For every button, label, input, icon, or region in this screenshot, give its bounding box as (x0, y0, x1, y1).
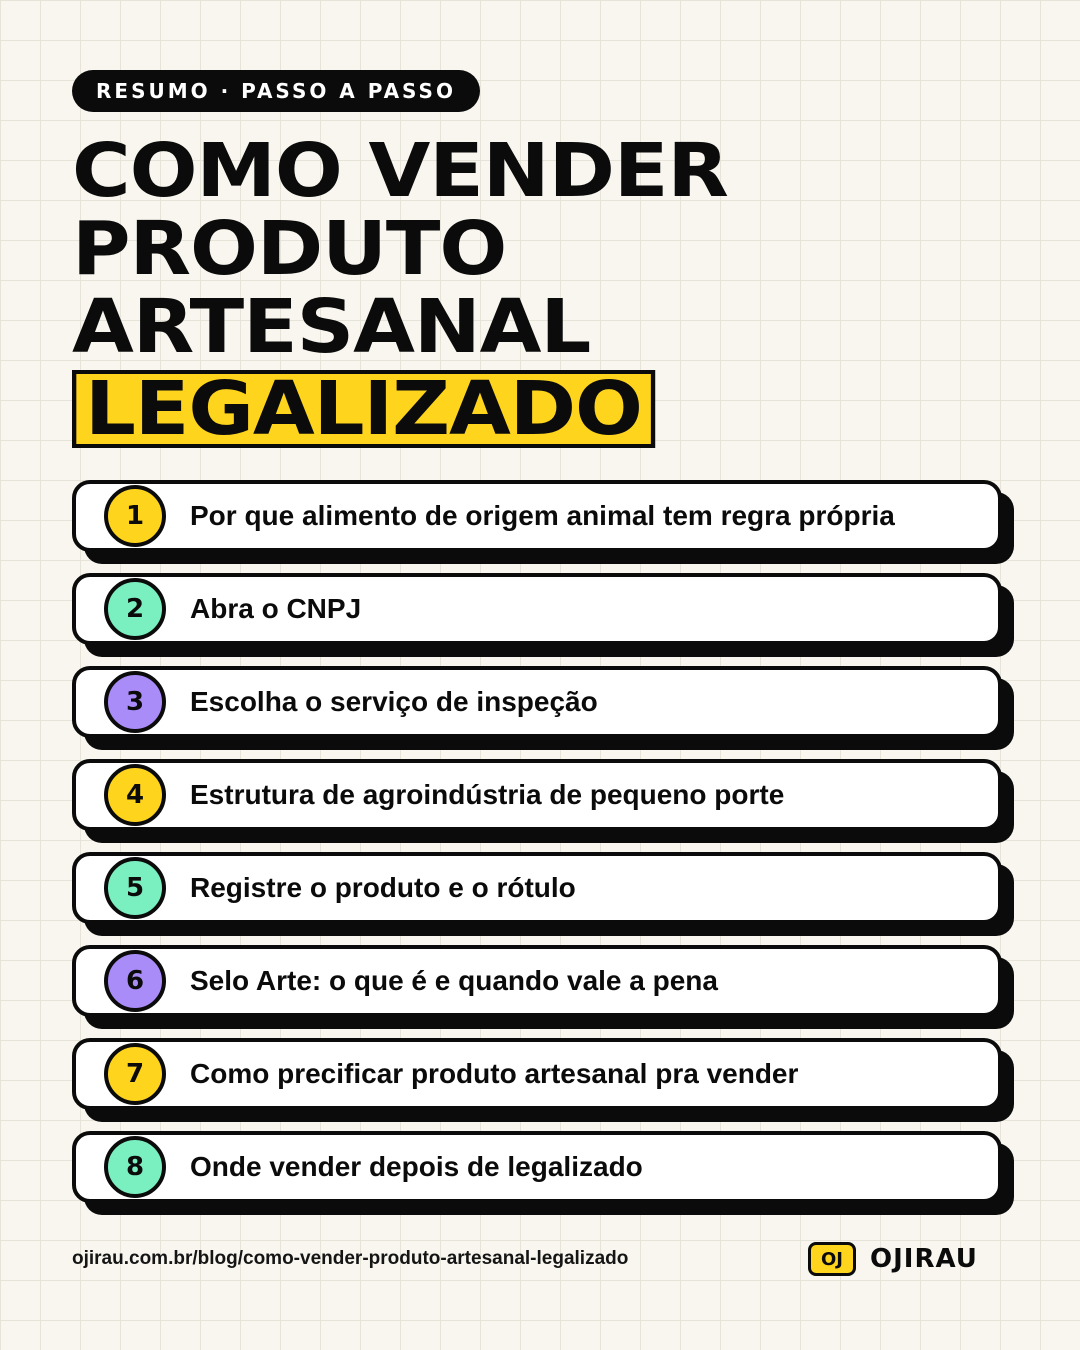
title-highlight: LEGALIZADO (72, 370, 655, 448)
step-card (72, 852, 1002, 924)
step-number-badge: 3 (104, 671, 166, 733)
title-line-3: ARTESANAL (72, 284, 591, 370)
step-card (72, 759, 1002, 831)
article-url: ojirau.com.br/blog/como-vender-produto-artesanal-legalizado (72, 1248, 629, 1269)
step-label: Escolha o serviço de inspeção (190, 686, 598, 717)
title-line-1: COMO VENDER (72, 128, 728, 214)
step-label: Estrutura de agroindústria de pequeno porte (190, 779, 785, 810)
step-label: Registre o produto e o rótulo (190, 872, 576, 903)
category-tag-label: RESUMO · PASSO A PASSO (96, 79, 456, 103)
step-label: Abra o CNPJ (190, 593, 362, 624)
step-label: Onde vender depois de legalizado (190, 1151, 643, 1182)
step-card (72, 480, 1002, 552)
category-tag (72, 70, 480, 112)
step-label: Por que alimento de origem animal tem regra própria (190, 500, 895, 531)
step-number-badge: 2 (104, 578, 166, 640)
brand-logo (808, 1242, 978, 1276)
title-line-2: PRODUTO (72, 206, 507, 292)
page-title (72, 128, 728, 452)
step-number-badge: 1 (104, 485, 166, 547)
step-card (72, 666, 1002, 738)
step-number-badge: 4 (104, 764, 166, 826)
step-card (72, 1038, 1002, 1110)
step-card (72, 1131, 1002, 1203)
step-label: Como precificar produto artesanal pra vender (190, 1058, 799, 1089)
steps-list (72, 480, 1016, 1224)
step-label: Selo Arte: o que é e quando vale a pena (190, 965, 718, 996)
step-number-badge: 5 (104, 857, 166, 919)
step-card (72, 573, 1002, 645)
brand-name: OJIRAU (870, 1244, 978, 1274)
step-number-badge: 8 (104, 1136, 166, 1198)
step-number-badge: 7 (104, 1043, 166, 1105)
step-card (72, 945, 1002, 1017)
step-number-badge: 6 (104, 950, 166, 1012)
brand-badge: OJ (808, 1242, 856, 1276)
